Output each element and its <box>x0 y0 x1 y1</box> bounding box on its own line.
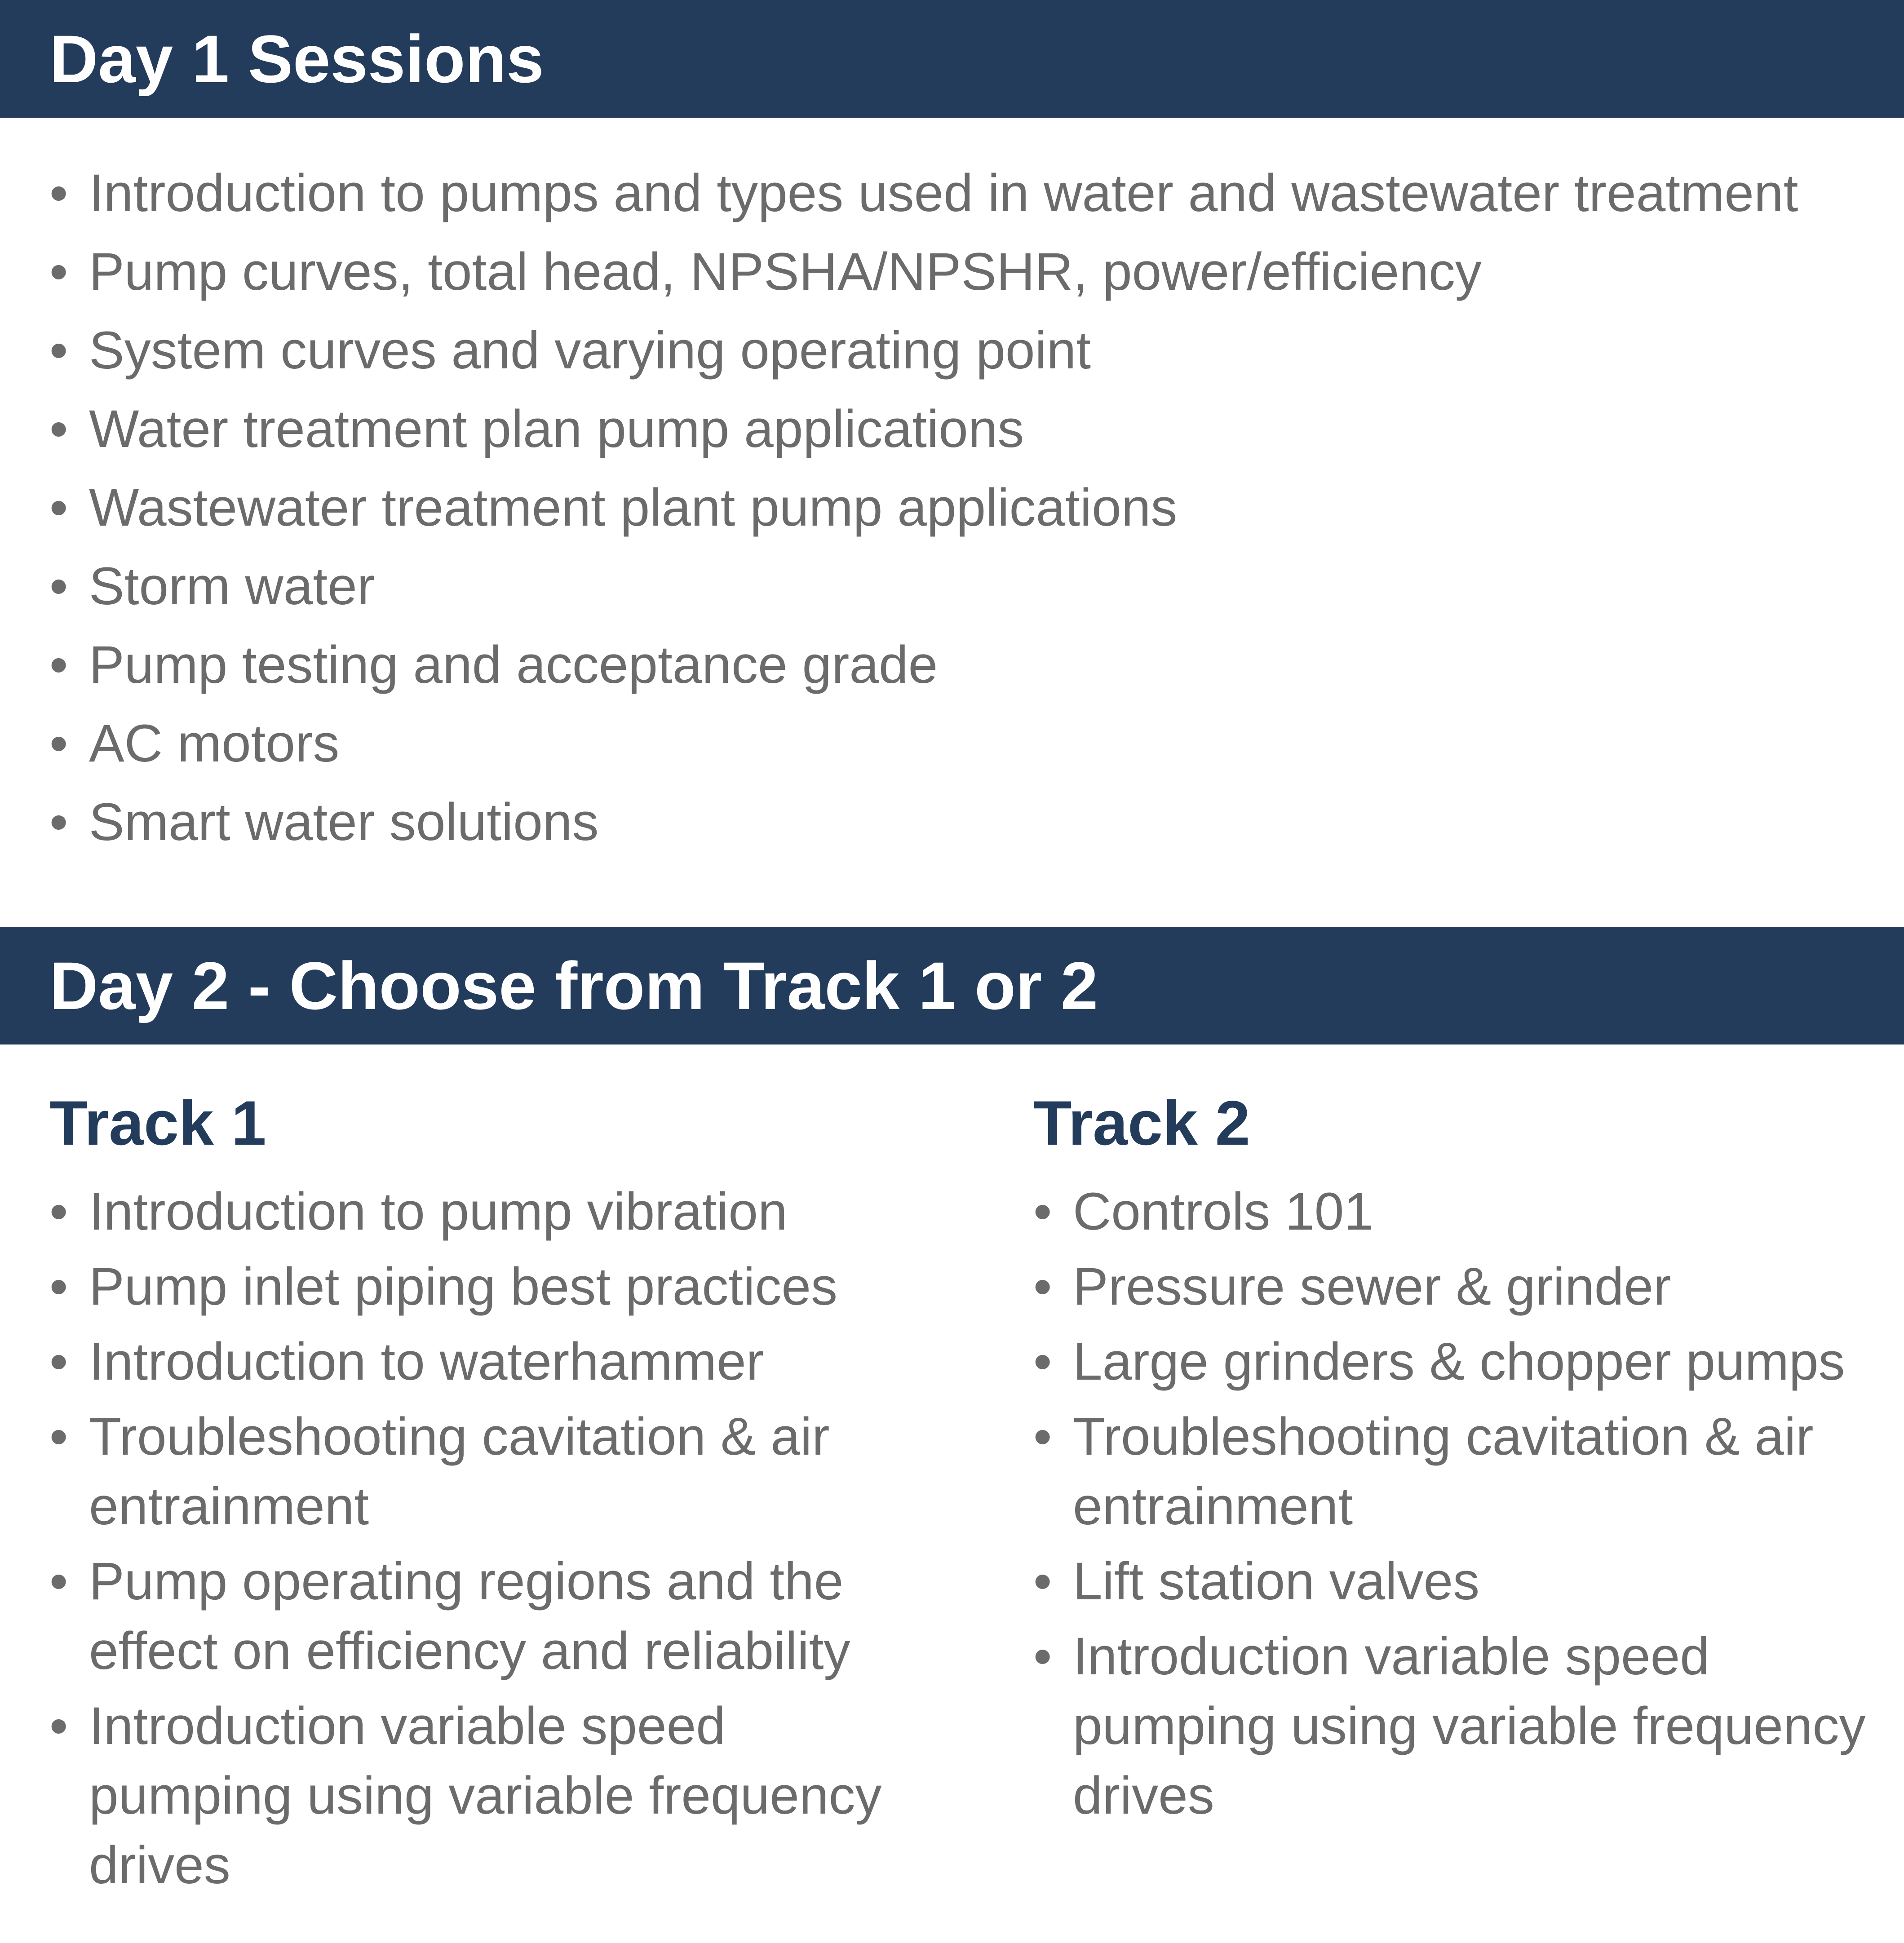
list-item: • AC motors <box>49 710 1869 788</box>
list-item: • Pressure sewer & grinder <box>1033 1252 1878 1322</box>
bullet-icon: • <box>49 399 68 459</box>
bullet-icon: • <box>1033 1182 1052 1241</box>
list-item: • Storm water <box>49 553 1869 631</box>
track2-session-list <box>1033 1177 1878 1836</box>
bullet-icon: • <box>49 321 68 380</box>
day2-banner <box>0 927 1904 1045</box>
bullet-icon: • <box>49 1332 68 1391</box>
bullet-icon: • <box>49 557 68 616</box>
bullet-icon: • <box>49 1407 68 1466</box>
list-item: • Introduction variable speed pumping using variable frequency drives <box>49 1691 903 1900</box>
list-item: • Troubleshooting cavitation & air entrainment <box>1033 1402 1878 1541</box>
list-item: • Lift station valves <box>1033 1547 1878 1616</box>
bullet-icon: • <box>49 1696 68 1756</box>
bullet-icon: • <box>49 1257 68 1316</box>
list-item: • Introduction variable speed pumping using variable frequency drives <box>1033 1622 1878 1831</box>
list-item: • Wastewater treatment plant pump applications <box>49 474 1869 553</box>
list-item: • Introduction to pump vibration <box>49 1177 903 1247</box>
bullet-icon: • <box>49 164 68 223</box>
list-item: • Pump operating regions and the effect on efficiency and reliability <box>49 1547 903 1686</box>
day1-session-list <box>49 159 1869 867</box>
bullet-icon: • <box>1033 1332 1052 1391</box>
list-item: • Pump testing and acceptance grade <box>49 631 1869 710</box>
bullet-icon: • <box>1033 1627 1052 1686</box>
list-item: • Controls 101 <box>1033 1177 1878 1247</box>
list-item: • Troubleshooting cavitation & air entrainment <box>49 1402 903 1541</box>
list-item: • Introduction to waterhammer <box>49 1327 903 1397</box>
bullet-icon: • <box>1033 1257 1052 1316</box>
bullet-icon: • <box>49 635 68 695</box>
bullet-icon: • <box>1033 1552 1052 1611</box>
list-item: • Pump inlet piping best practices <box>49 1252 903 1322</box>
list-item: • Introduction to pumps and types used in water and wastewater treatment <box>49 159 1869 238</box>
bullet-icon: • <box>49 478 68 537</box>
day2-title: Day 2 - Choose from Track 1 or 2 <box>49 948 1098 1023</box>
bullet-icon: • <box>49 792 68 852</box>
bullet-icon: • <box>1033 1407 1052 1466</box>
day1-banner <box>0 0 1904 118</box>
list-item: • Water treatment plan pump applications <box>49 395 1869 474</box>
list-item: • System curves and varying operating point <box>49 317 1869 395</box>
track1-title: Track 1 <box>49 1088 266 1158</box>
bullet-icon: • <box>49 1182 68 1241</box>
list-item: • Smart water solutions <box>49 788 1869 867</box>
bullet-icon: • <box>49 1552 68 1611</box>
track2-title: Track 2 <box>1033 1088 1250 1158</box>
list-item: • Large grinders & chopper pumps <box>1033 1327 1878 1397</box>
bullet-icon: • <box>49 242 68 301</box>
bullet-icon: • <box>49 714 68 773</box>
list-item: • Pump curves, total head, NPSHA/NPSHR, power/efficiency <box>49 238 1869 317</box>
day1-title: Day 1 Sessions <box>49 21 544 97</box>
track1-session-list <box>49 1177 903 1906</box>
